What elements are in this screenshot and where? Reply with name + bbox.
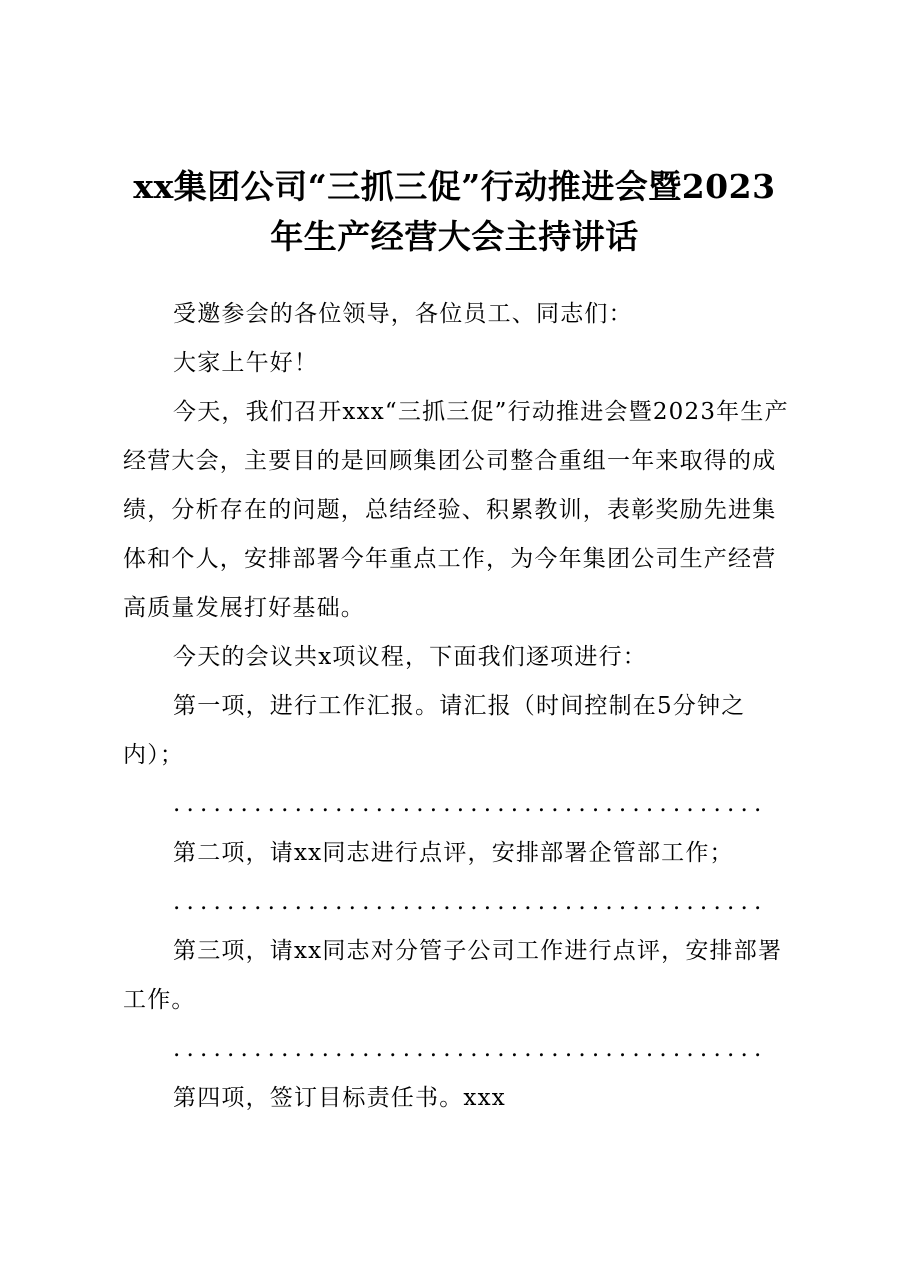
ellipsis-line-1: ............................................ [173, 791, 768, 817]
title-line-2: 年生产经营大会主持讲话 [270, 217, 639, 256]
agenda-item-4: 第四项，签订目标责任书。xxx [173, 1085, 506, 1111]
paragraph-hello: 大家上午好！ [173, 350, 319, 376]
agenda-item-3: 第三项，请xx同志对分管子公司工作进行点评，安排部署工作。 [123, 938, 783, 1013]
ellipsis-line-2: ............................................ [173, 889, 768, 915]
paragraph-agenda: 今天的会议共x项议程，下面我们逐项进行： [173, 644, 647, 670]
agenda-item-2: 第二项，请xx同志进行点评，安排部署企管部工作； [173, 840, 734, 866]
document-title [100, 162, 809, 262]
paragraph-greeting: 受邀参会的各位领导，各位员工、同志们： [173, 301, 633, 327]
ellipsis-line-3: ............................................ [173, 1036, 768, 1062]
paragraph-intro: 今天，我们召开xxx“三抓三促”行动推进会暨2023年生产经营大会，主要目的是回顾集团公司整合重组一年来取得的成绩，分析存在的问题，总结经验、积累教训，表彰奖励先进集体和个人，安排部署今年重点工作，为今年集团公司生产经营高质量发展打好基础。 [123, 399, 789, 621]
document-body [123, 290, 793, 1123]
title-line-1: xx集团公司“三抓三促”行动推进会暨2023 [133, 167, 776, 206]
agenda-item-1: 第一项，进行工作汇报。请汇报（时间控制在5分钟之内）； [123, 693, 746, 768]
